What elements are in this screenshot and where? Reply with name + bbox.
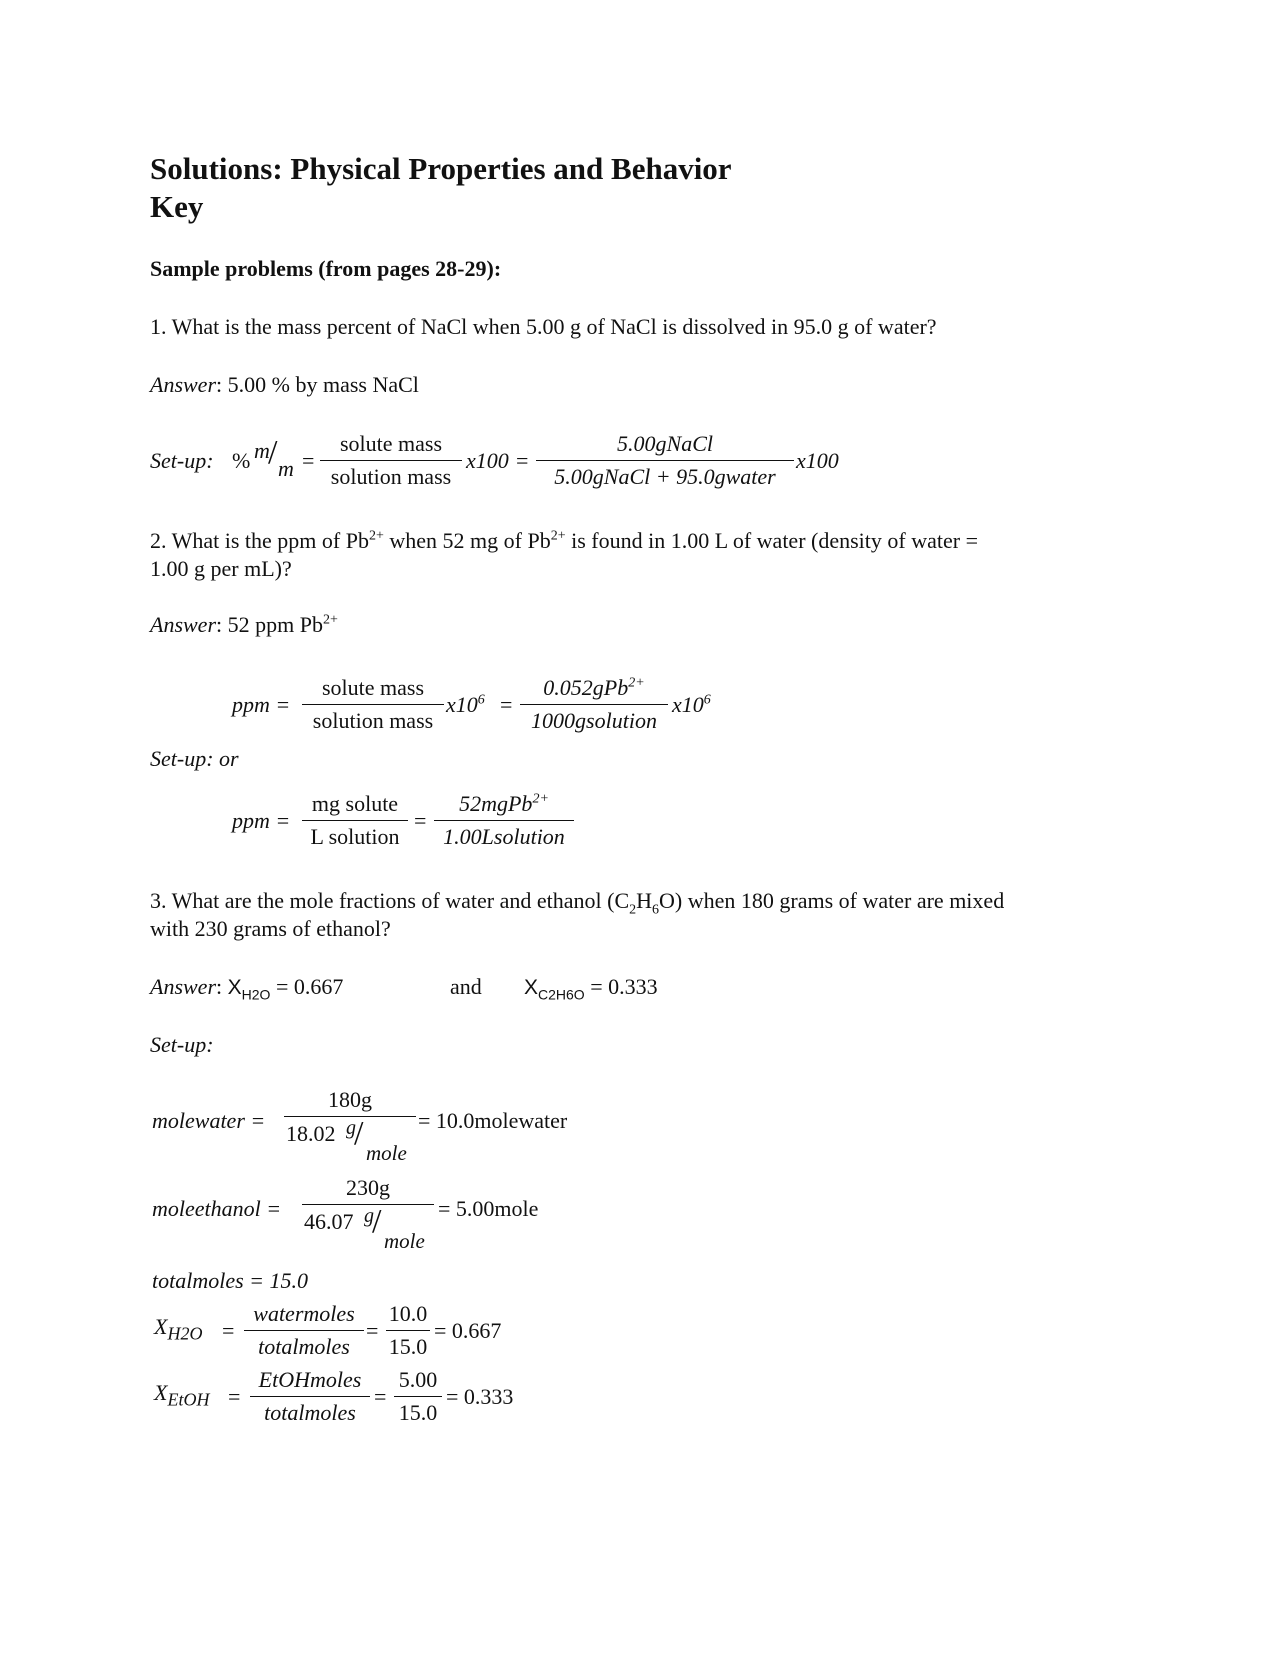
q2-question-c: is found in 1.00 L of water (density of water = <box>565 528 978 553</box>
q2-eq2: = <box>414 808 427 833</box>
q3-ans-x1: X <box>227 976 242 999</box>
q3-setup-label: Set-up: <box>150 1032 214 1057</box>
q3-mw-g: g <box>346 1117 356 1139</box>
q2-answer <box>150 612 338 638</box>
q2-frac1-bar <box>302 704 444 705</box>
q1-frac1 <box>320 430 462 491</box>
q3-mw-den-num: 18.02 <box>286 1121 336 1146</box>
q1-pct: % <box>232 448 251 473</box>
q2-x10 <box>446 692 485 718</box>
q2-frac3-bar <box>302 820 408 821</box>
q2-setup-text: Set-up: <box>150 746 214 771</box>
q3-ans-x2-letter: X <box>524 976 539 999</box>
q3-ans-x1-sub: H2O <box>241 986 271 1003</box>
q2-eq: = <box>500 692 513 717</box>
q2-frac2-bar <box>520 704 668 705</box>
q3-xw-num: watermoles <box>253 1301 355 1326</box>
q2-answer-charge: 2+ <box>322 612 338 628</box>
q3-and: and <box>450 974 482 999</box>
q2-frac3 <box>302 790 408 851</box>
q3-ans-x2-val: = 0.333 <box>584 974 658 999</box>
q3-xetoh-x: X <box>154 1380 168 1405</box>
q2-or: or <box>219 746 239 771</box>
q3-ans-x2 <box>524 974 658 1003</box>
q3-xe-num2: 5.00 <box>398 1367 438 1392</box>
q1-frac2-bar <box>536 460 794 461</box>
q2-frac4-charge: 2+ <box>532 791 549 807</box>
q3-moleethanol-result: = 5.00mole <box>438 1196 539 1221</box>
q3-xe-den2: 15.0 <box>398 1400 438 1425</box>
answer-colon: : <box>216 612 223 637</box>
q2-setup-label <box>150 746 239 772</box>
q3-xe-bar <box>250 1396 370 1397</box>
q3-me-den <box>302 1203 434 1257</box>
q2-frac4-bar <box>434 820 574 821</box>
q3-moleethanol-label: moleethanol = <box>152 1196 282 1221</box>
sample-heading: Sample problems (from pages 28-29): <box>150 256 502 281</box>
q3-mw-slash: / <box>354 1115 364 1152</box>
q3-xe-frac2 <box>394 1366 442 1427</box>
q2-x10-exp: 6 <box>477 692 485 708</box>
q3-xe-num: EtOHmoles <box>258 1367 362 1392</box>
q1-frac1-bar <box>320 460 462 461</box>
q2-frac2 <box>520 674 668 735</box>
q3-answer <box>150 974 344 1003</box>
q1-frac2-num: 5.00gNaCl <box>617 431 713 456</box>
q2-frac4 <box>434 790 574 851</box>
q1-eq2: = <box>516 448 529 473</box>
q3-question-h: H <box>636 888 653 913</box>
q3-xetoh-eq: = <box>228 1384 241 1409</box>
q2-x10b-exp: 6 <box>703 692 711 708</box>
q2-frac1 <box>302 674 444 735</box>
q3-xh2o-sub: H2O <box>167 1323 203 1344</box>
q2-frac2-den: 1000gsolution <box>531 708 657 733</box>
q3-xh2o-eq: = <box>222 1318 235 1343</box>
q1-answer <box>150 372 419 398</box>
q2-frac4-den: 1.00Lsolution <box>443 824 565 849</box>
q1-frac1-num: solute mass <box>339 431 443 456</box>
q3-xw-bar2 <box>386 1330 430 1331</box>
q3-me-num: 230g <box>346 1175 390 1200</box>
q3-me-mole: mole <box>384 1229 425 1253</box>
q2-charge-2: 2+ <box>550 528 566 544</box>
q1-x100b: x100 <box>796 448 839 473</box>
q2-question-b: when 52 mg of Pb <box>383 528 551 553</box>
q3-me-g: g <box>364 1205 374 1227</box>
q2-frac3-num: mg solute <box>311 791 399 816</box>
q2-frac1-num: solute mass <box>321 675 425 700</box>
q3-molewater-frac <box>284 1086 416 1169</box>
q2-ppm-label-2: ppm = <box>232 808 291 833</box>
q3-question-a: 3. What are the mole fractions of water and ethanol (C <box>150 888 630 913</box>
q3-xw-den: totalmoles <box>258 1334 350 1359</box>
q2-answer-text: 52 ppm Pb <box>222 612 323 637</box>
q2-frac1-den: solution mass <box>312 708 434 733</box>
q3-xw-num2: 10.0 <box>388 1301 428 1326</box>
q1-answer-text: 5.00 % by mass NaCl <box>222 372 419 397</box>
q3-xw-den2: 15.0 <box>388 1334 428 1359</box>
page-title: Solutions: Physical Properties and Behavior <box>150 151 732 186</box>
q3-xe-bar2 <box>394 1396 442 1397</box>
q3-me-slash: / <box>372 1203 382 1240</box>
q2-x10b <box>672 692 711 718</box>
q2-frac4-num <box>434 790 574 818</box>
answer-label: Answer <box>150 372 216 397</box>
q3-xh2o-label <box>154 1314 203 1344</box>
q3-question-b: O) when 180 grams of water are mixed <box>659 888 1005 913</box>
q3-xw-frac <box>244 1300 364 1361</box>
q3-mw-mole: mole <box>366 1141 407 1165</box>
q1-eq: = <box>302 448 315 473</box>
q3-totalmoles: totalmoles = 15.0 <box>152 1268 309 1293</box>
q3-mw-den <box>284 1115 416 1169</box>
q2-frac3-den: L solution <box>310 824 400 849</box>
q3-mw-num: 180g <box>328 1087 372 1112</box>
q3-sub2: 2 <box>629 902 637 918</box>
q3-xh2o-x: X <box>154 1314 168 1339</box>
q2-charge-1: 2+ <box>368 528 384 544</box>
q2-frac4-num-text: 52mgPb <box>459 791 533 816</box>
q2-x10b-text: x10 <box>672 692 704 717</box>
q1-m-bot: m <box>278 456 294 481</box>
q3-xw-result: = 0.667 <box>434 1318 502 1343</box>
q1-m-over-m <box>254 434 294 482</box>
q3-ans-x2-sub: C2H6O <box>538 986 585 1003</box>
q2-frac2-charge: 2+ <box>628 675 645 691</box>
q2-question-a: 2. What is the ppm of Pb <box>150 528 369 553</box>
q1-slash: / <box>268 434 278 471</box>
q2-x10-text: x10 <box>446 692 478 717</box>
q3-sub6: 6 <box>652 902 660 918</box>
q2-frac2-num-text: 0.052gPb <box>543 675 629 700</box>
q1-question: 1. What is the mass percent of NaCl when 5.00 g of NaCl is dissolved in 95.0 g of water? <box>150 314 937 339</box>
q3-xe-den: totalmoles <box>264 1400 356 1425</box>
answer-label: Answer <box>150 612 216 637</box>
q3-xe-frac <box>250 1366 370 1427</box>
q3-xe-result: = 0.333 <box>446 1384 514 1409</box>
q2-frac2-num <box>520 674 668 702</box>
q3-molewater-result: = 10.0molewater <box>418 1108 568 1133</box>
answer-colon: : <box>216 974 223 999</box>
q3-molewater-label: molewater = <box>152 1108 266 1133</box>
q3-xw-frac2 <box>386 1300 430 1361</box>
q3-xetoh-label <box>154 1380 210 1410</box>
q3-moleethanol-frac <box>302 1174 434 1257</box>
q1-x100: x100 <box>466 448 509 473</box>
q3-me-den-num: 46.07 <box>304 1209 354 1234</box>
q1-frac2 <box>536 430 794 491</box>
q3-question <box>150 888 1005 918</box>
q1-frac1-den: solution mass <box>330 464 452 489</box>
q3-xetoh-sub: EtOH <box>167 1389 210 1410</box>
q1-m-top: m <box>254 438 270 463</box>
q1-setup-label: Set-up: <box>150 448 214 473</box>
answer-label: Answer <box>150 974 216 999</box>
page-subtitle: Key <box>150 189 204 224</box>
q2-question <box>150 528 978 554</box>
q3-question-line2: with 230 grams of ethanol? <box>150 916 391 941</box>
q3-ans-x1-val: = 0.667 <box>270 974 344 999</box>
q3-xw-bar <box>244 1330 364 1331</box>
q3-xw-eq2: = <box>366 1318 379 1343</box>
answer-colon: : <box>216 372 223 397</box>
q2-ppm-label: ppm = <box>232 692 291 717</box>
q1-frac2-den: 5.00gNaCl + 95.0gwater <box>554 464 776 489</box>
q2-question-line2: 1.00 g per mL)? <box>150 556 292 581</box>
q3-xe-eq2: = <box>374 1384 387 1409</box>
